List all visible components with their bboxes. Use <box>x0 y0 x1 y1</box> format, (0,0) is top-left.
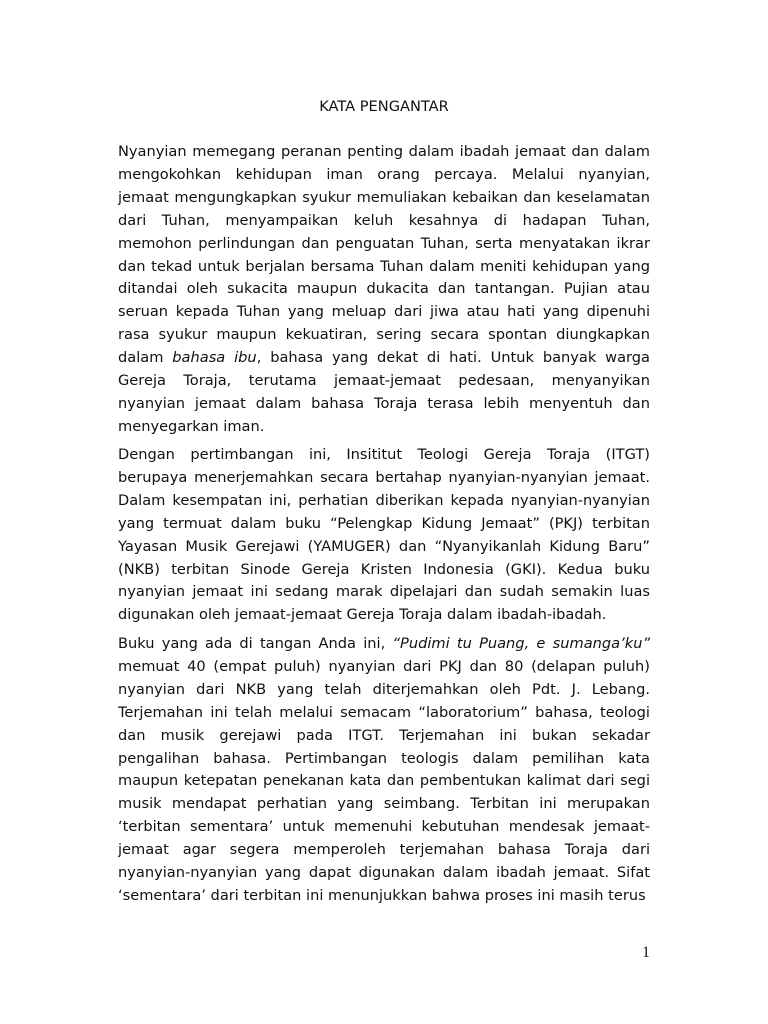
text-segment: nyanyian-nyanyian yang dapat digunakan dalam ibadah jemaat. Sifat <box>118 864 650 881</box>
text-segment: rasa syukur maupun kekuatiran, sering secara spontan diungkapkan <box>118 326 650 344</box>
text-line <box>118 467 650 490</box>
text-segment: musik mendapat perhatian yang seimbang. Terbitan ini merupakan <box>118 795 650 813</box>
text-segment: Dalam kesempatan ini, perhatian diberikan kepada nyanyian-nyanyian <box>118 491 650 509</box>
text-segment: menyegarkan iman. <box>118 417 265 435</box>
text-segment: (NKB) terbitan Sinode Gereja Kristen Indonesia (GKI). Kedua buku <box>118 560 650 578</box>
text-segment: , bahasa yang dekat di hati. Untuk banyak warga <box>256 349 650 367</box>
text-line <box>118 278 650 301</box>
page-number: 1 <box>642 944 650 961</box>
text-segment: pengalihan bahasa. Pertimbangan teologis dalam pemilihan kata <box>118 749 650 767</box>
italic-text-segment: bahasa ibu <box>172 349 257 367</box>
text-segment: dan tekad untuk berjalan bersama Tuhan dalam meniti kehidupan yang <box>118 257 650 275</box>
text-line <box>118 679 650 702</box>
text-line <box>118 233 650 256</box>
text-line <box>118 581 650 604</box>
text-segment: dalam <box>118 349 173 367</box>
text-line <box>118 702 650 725</box>
text-line <box>118 536 650 559</box>
text-segment: berupaya menerjemahkan secara bertahap nyanyian-nyanyian jemaat. <box>118 468 650 486</box>
text-segment: nyanyian jemaat dalam bahasa Toraja terasa lebih menyentuh dan <box>118 394 650 412</box>
text-line <box>118 725 650 748</box>
text-line <box>118 370 650 393</box>
text-segment: Gereja Toraja, terutama jemaat-jemaat pedesaan, menyanyikan <box>118 372 650 389</box>
text-segment: Buku yang ada di tangan Anda ini, <box>118 635 393 652</box>
text-line <box>118 210 650 233</box>
text-line <box>118 862 650 885</box>
text-line <box>118 839 650 862</box>
text-segment: ‘terbitan sementara’ untuk memenuhi kebutuhan mendesak jemaat- <box>118 818 650 836</box>
text-line <box>118 885 650 908</box>
text-segment: dari Tuhan, menyampaikan keluh kesahnya di hadapan Tuhan, <box>118 211 650 229</box>
text-segment: ‘sementara’ dari terbitan ini menunjukkan bahwa proses ini masih terus <box>118 886 646 904</box>
text-line <box>118 513 650 536</box>
text-segment: dan musik gerejawi pada ITGT. Terjemahan ini bukan sekadar <box>118 726 650 744</box>
text-line <box>118 393 650 416</box>
text-segment: memohon perlindungan dan penguatan Tuhan, serta menyatakan ikrar <box>118 234 650 252</box>
text-segment: Yayasan Musik Gerejawi (YAMUGER) dan “Nyanyikanlah Kidung Baru” <box>118 537 650 555</box>
text-segment: mengokohkan kehidupan iman orang percaya. Melalui nyanyian, <box>118 165 650 183</box>
text-line <box>118 324 650 347</box>
text-line <box>118 604 650 627</box>
text-segment: Nyanyian memegang peranan penting dalam ibadah jemaat dan dalam <box>118 143 650 160</box>
text-segment: Dengan pertimbangan ini, Insititut Teologi Gereja Toraja (ITGT) <box>118 446 650 463</box>
text-line <box>118 141 650 164</box>
text-segment: nyanyian jemaat ini sedang marak dipelajari dan sudah semakin luas <box>118 583 650 601</box>
text-segment: memuat 40 (empat puluh) nyanyian dari PKJ dan 80 (delapan puluh) <box>118 657 650 675</box>
text-segment: digunakan oleh jemaat-jemaat Gereja Toraja dalam ibadah-ibadah. <box>118 606 607 624</box>
text-line <box>118 444 650 467</box>
text-line <box>118 793 650 816</box>
text-segment: nyanyian dari NKB yang telah diterjemahkan oleh Pdt. J. Lebang. <box>118 680 650 698</box>
text-line <box>118 256 650 279</box>
text-line <box>118 416 650 439</box>
text-line <box>118 347 650 370</box>
text-line <box>118 490 650 513</box>
text-segment: ditandai oleh sukacita maupun dukacita dan tantangan. Pujian atau <box>118 280 650 298</box>
text-line <box>118 301 650 324</box>
text-segment: maupun ketepatan penekanan kata dan pembentukan kalimat dari segi <box>118 772 650 790</box>
text-segment: Terjemahan ini telah melalui semacam “laboratorium” bahasa, teologi <box>118 703 650 721</box>
text-line <box>118 164 650 187</box>
text-line <box>118 770 650 793</box>
text-segment: jemaat mengungkapkan syukur memuliakan kebaikan dan keselamatan <box>118 188 650 206</box>
text-segment: jemaat agar segera memperoleh terjemahan bahasa Toraja dari <box>118 841 650 859</box>
text-line <box>118 748 650 771</box>
text-line <box>118 656 650 679</box>
text-line <box>118 633 650 656</box>
text-segment: yang termuat dalam buku “Pelengkap Kidung Jemaat” (PKJ) terbitan <box>118 514 650 532</box>
document-title: KATA PENGANTAR <box>319 98 449 115</box>
text-line <box>118 816 650 839</box>
text-line <box>118 559 650 582</box>
text-line <box>118 187 650 210</box>
italic-text-segment: “Pudimi tu Puang, e sumanga’ku” <box>392 635 650 652</box>
text-segment: seruan kepada Tuhan yang meluap dari jiwa atau hati yang dipenuhi <box>118 303 650 321</box>
